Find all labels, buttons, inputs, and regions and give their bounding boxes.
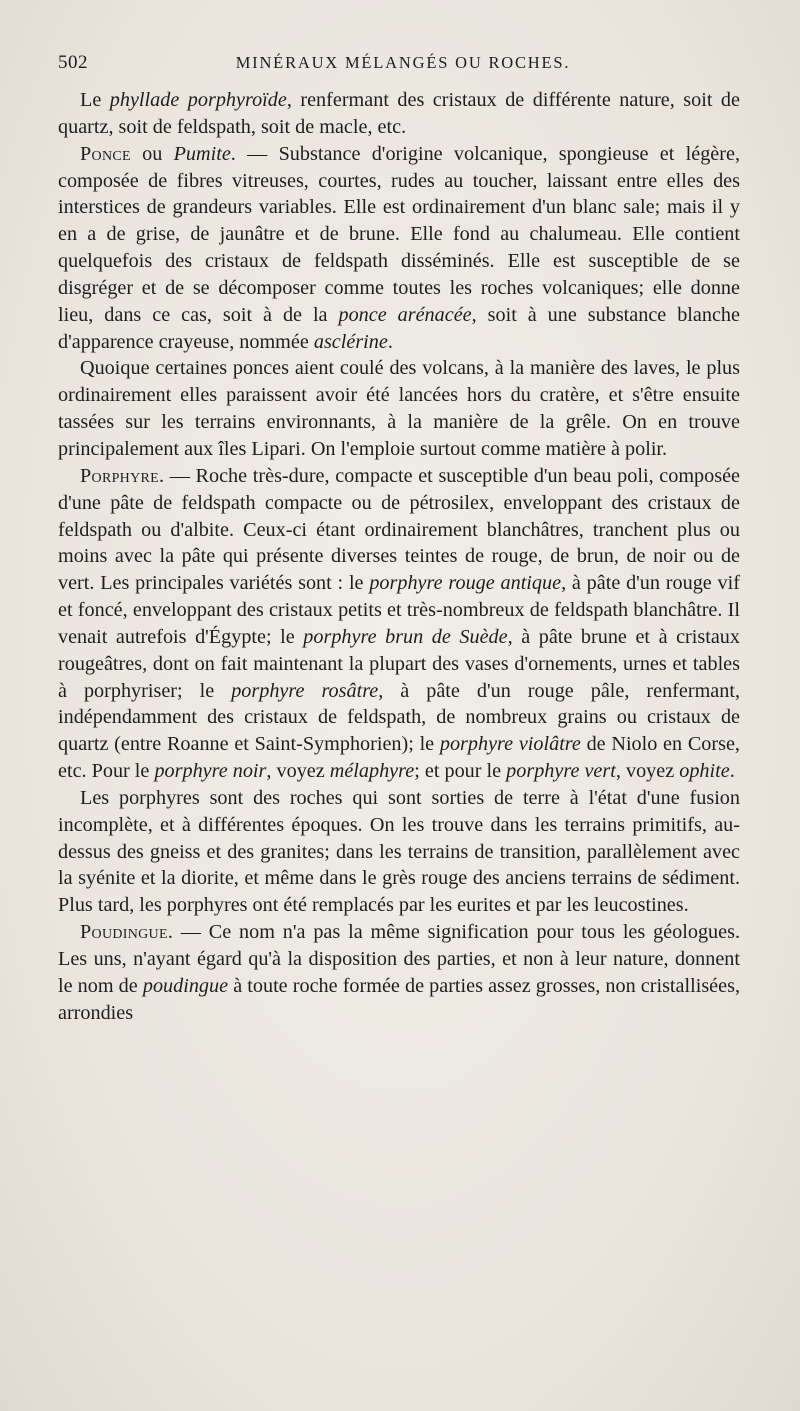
- italic-term: ponce arénacée: [338, 303, 472, 326]
- text-run: , à pâte d'un rouge pâle, renfermant, indépendamment des cristaux de feldspath, de nombreux grains ou cristaux de quartz (entre Roanne et Saint-Symphorien); le: [58, 679, 740, 756]
- text-run: , renfermant des cristaux de différente nature, soit de quartz, soit de feldspath, soit de macle, etc.: [58, 89, 740, 138]
- text-run: Les porphyres sont des roches qui sont sorties de terre à l'état d'une fusion incomplète, et à différentes époques. On les trouve dans les terrains primitifs, au-dessus des gneiss et des granites; dans les terrains de transition, parallèlement avec la syénite et la diorite, et même dans le grès rouge des anciens terrains de sédiment. Plus tard, les porphyres ont été remplacés par les eurites et par les leucostines.: [58, 786, 740, 917]
- body-text: [58, 87, 740, 1027]
- italic-term: mélaphyre: [329, 760, 415, 783]
- text-run: , voyez: [615, 760, 680, 783]
- italic-term: porphyre noir: [154, 760, 267, 783]
- italic-term: ophite: [679, 760, 730, 783]
- italic-term: porphyre brun de Suède: [303, 625, 508, 648]
- paragraph-poudingue: [58, 919, 740, 1026]
- text-run: .: [729, 760, 735, 783]
- text-run: , soit à une substance blanche d'apparence crayeuse, nommée: [58, 303, 740, 353]
- italic-term: phyllade porphyroïde: [109, 89, 287, 111]
- text-run: , voyez: [266, 760, 330, 783]
- text-run: à toute roche formée de parties assez grosses, non cristallisées, arrondies: [58, 974, 740, 1024]
- italic-term: asclérine: [313, 330, 388, 353]
- text-run: . — Roche très-dure, compacte et susceptible d'un beau poli, composée d'une pâte de feldspath compacte ou de pétrosilex, enveloppant des cristaux de feldspath ou d'albite. Ceux-ci étant ordinairement blanchâtres, tranchent plus ou moins avec la pâte qui présente diverses teintes de rouge, de brun, de noir ou de vert. Les principales variétés sont : le: [58, 464, 740, 595]
- italic-term: poudingue: [142, 974, 229, 997]
- italic-term: porphyre vert: [506, 760, 616, 783]
- text-run: de Niolo en Corse, etc. Pour le: [58, 733, 740, 783]
- paragraph-porphyres-origine: [58, 785, 740, 919]
- text-run: Quoique certaines ponces aient coulé des volcans, à la manière des laves, le plus ordinairement elles paraissent avoir été lancées hors du cratère, et s'être ensuite tassées sur les terrains environnants, à la manière de la grêle. On en trouve principalement aux îles Lipari. On l'emploie surtout comme matière à polir.: [58, 357, 740, 460]
- italic-term: porphyre rouge antique: [369, 572, 562, 595]
- italic-term: porphyre rosâtre: [231, 679, 379, 702]
- entry-heading: Ponce: [80, 142, 131, 165]
- paragraph-ponce: [58, 141, 740, 356]
- text-run: ou: [130, 142, 174, 165]
- text-run: . — Ce nom n'a pas la même signification pour tous les géologues. Les uns, n'ayant égard qu'à la disposition des parties, et non à leur nature, donnent le nom de: [58, 921, 740, 997]
- paragraph-phyllade: [58, 87, 740, 141]
- page-header: [58, 52, 748, 80]
- entry-heading: Poudingue: [80, 921, 168, 944]
- text-run: .: [387, 330, 393, 353]
- paragraph-ponces-volcans: [58, 355, 740, 462]
- text-run: ; et pour le: [414, 760, 507, 783]
- italic-term: porphyre violâtre: [439, 733, 581, 756]
- running-head: MINÉRAUX MÉLANGÉS OU ROCHES.: [235, 53, 571, 72]
- text-run: . — Substance d'origine volcanique, spongieuse et légère, composée de fibres vitreuses, courtes, rudes au toucher, laissant entre elles des interstices de grandeurs variables. Elle est ordinairement d'un blanc sale; mais il y en a de grise, de jaunâtre et de brune. Elle fond au chalumeau. Elle contient quelquefois des cristaux de feldspath disséminés. Elle est susceptible de se disgréger et de se décomposer comme toutes les roches volcaniques; elle donne lieu, dans ce cas, soit à de la: [58, 142, 740, 326]
- entry-heading: Porphyre: [80, 464, 159, 487]
- italic-term: Pumite: [173, 142, 231, 165]
- text-run: Le: [80, 89, 110, 111]
- page-number: 502: [58, 52, 88, 73]
- text-run: , à pâte d'un rouge vif et foncé, enveloppant des cristaux petits et très-nombreux de feldspath blanchâtre. Il venait autrefois d'Égypte; le: [58, 572, 740, 648]
- text-run: , à pâte brune et à cristaux rougeâtres, dont on fait maintenant la plupart des vases d'ornements, urnes et tables à porphyriser; le: [58, 625, 740, 702]
- paragraph-porphyre: [58, 463, 740, 785]
